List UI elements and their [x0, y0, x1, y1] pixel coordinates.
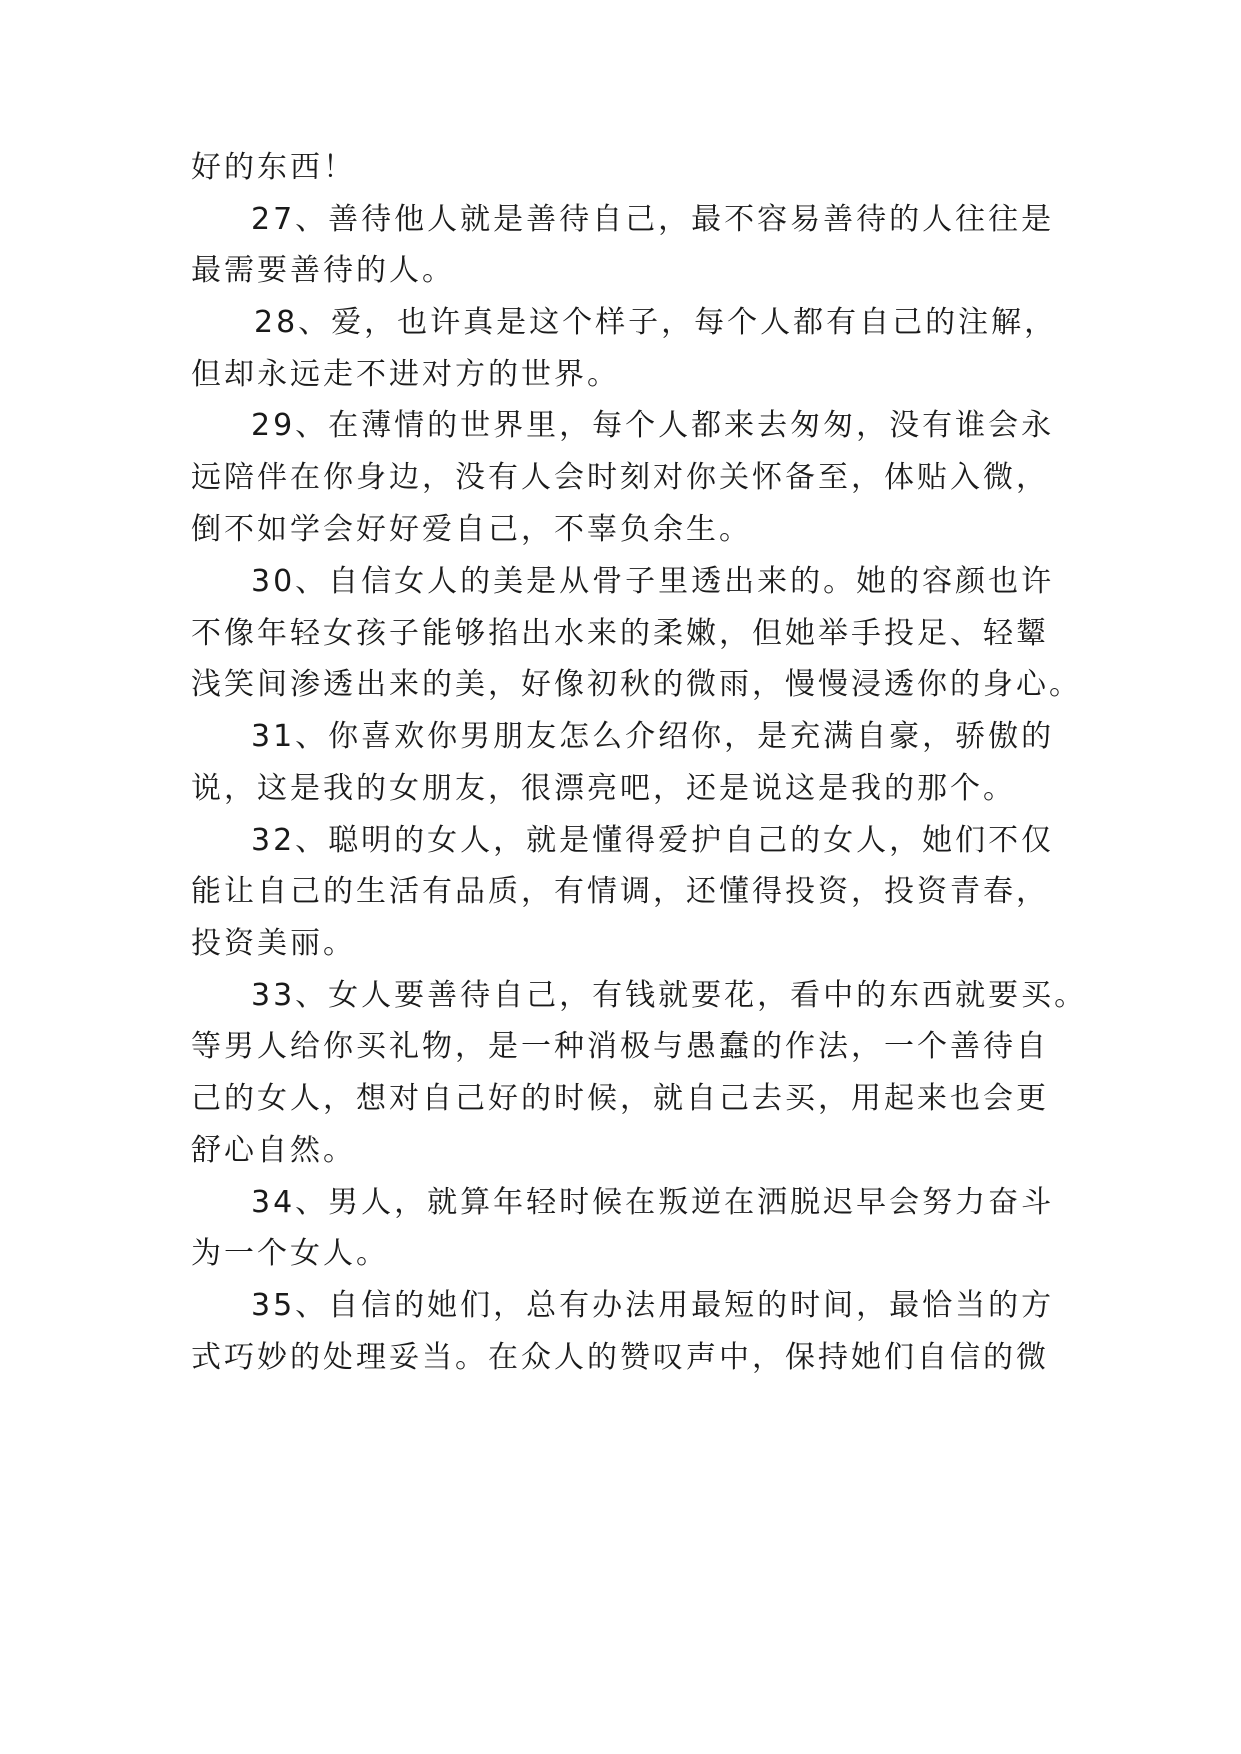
text-line: 好的东西！ — [191, 150, 356, 185]
text-line: 己的女人，想对自己好的时候，就自己去买，用起来也会更 — [191, 1081, 1049, 1116]
text-line: 为一个女人。 — [191, 1236, 389, 1271]
text-line: 但却永远走不进对方的世界。 — [191, 357, 620, 392]
text-line: 式巧妙的处理妥当。在众人的赞叹声中，保持她们自信的微 — [191, 1340, 1049, 1375]
text-line: 不像年轻女孩子能够掐出水来的柔嫩，但她举手投足、轻颦 — [191, 616, 1049, 651]
text-line: 远陪伴在你身边，没有人会时刻对你关怀备至，体贴入微， — [191, 460, 1049, 495]
text-line: 等男人给你买礼物，是一种消极与愚蠢的作法，一个善待自 — [191, 1029, 1049, 1064]
text-line: 30、自信女人的美是从骨子里透出来的。她的容颜也许 — [251, 564, 1055, 599]
text-line: 说，这是我的女朋友，很漂亮吧，还是说这是我的那个。 — [191, 771, 1016, 806]
text-line: 31、你喜欢你男朋友怎么介绍你，是充满自豪，骄傲的 — [251, 719, 1055, 754]
text-line: 舒心自然。 — [191, 1133, 356, 1168]
text-line: 倒不如学会好好爱自己，不辜负余生。 — [191, 512, 752, 547]
text-line: 27、善待他人就是善待自己，最不容易善待的人往往是 — [251, 202, 1055, 237]
text-line: 最需要善待的人。 — [191, 253, 455, 288]
text-line: 32、聪明的女人，就是懂得爱护自己的女人，她们不仅 — [251, 823, 1055, 858]
text-line: 29、在薄情的世界里，每个人都来去匆匆，没有谁会永 — [251, 408, 1055, 443]
text-line: 28、爱，也许真是这个样子，每个人都有自己的注解， — [254, 305, 1058, 340]
text-line: 33、女人要善待自己，有钱就要花，看中的东西就要买。 — [251, 978, 1088, 1013]
text-line: 35、自信的她们，总有办法用最短的时间，最恰当的方 — [251, 1288, 1055, 1323]
text-line: 34、男人，就算年轻时候在叛逆在洒脱迟早会努力奋斗 — [251, 1185, 1055, 1220]
text-line: 投资美丽。 — [191, 926, 356, 961]
text-line: 浅笑间渗透出来的美，好像初秋的微雨，慢慢浸透你的身心。 — [191, 667, 1082, 702]
text-line: 能让自己的生活有品质，有情调，还懂得投资，投资青春， — [191, 874, 1049, 909]
